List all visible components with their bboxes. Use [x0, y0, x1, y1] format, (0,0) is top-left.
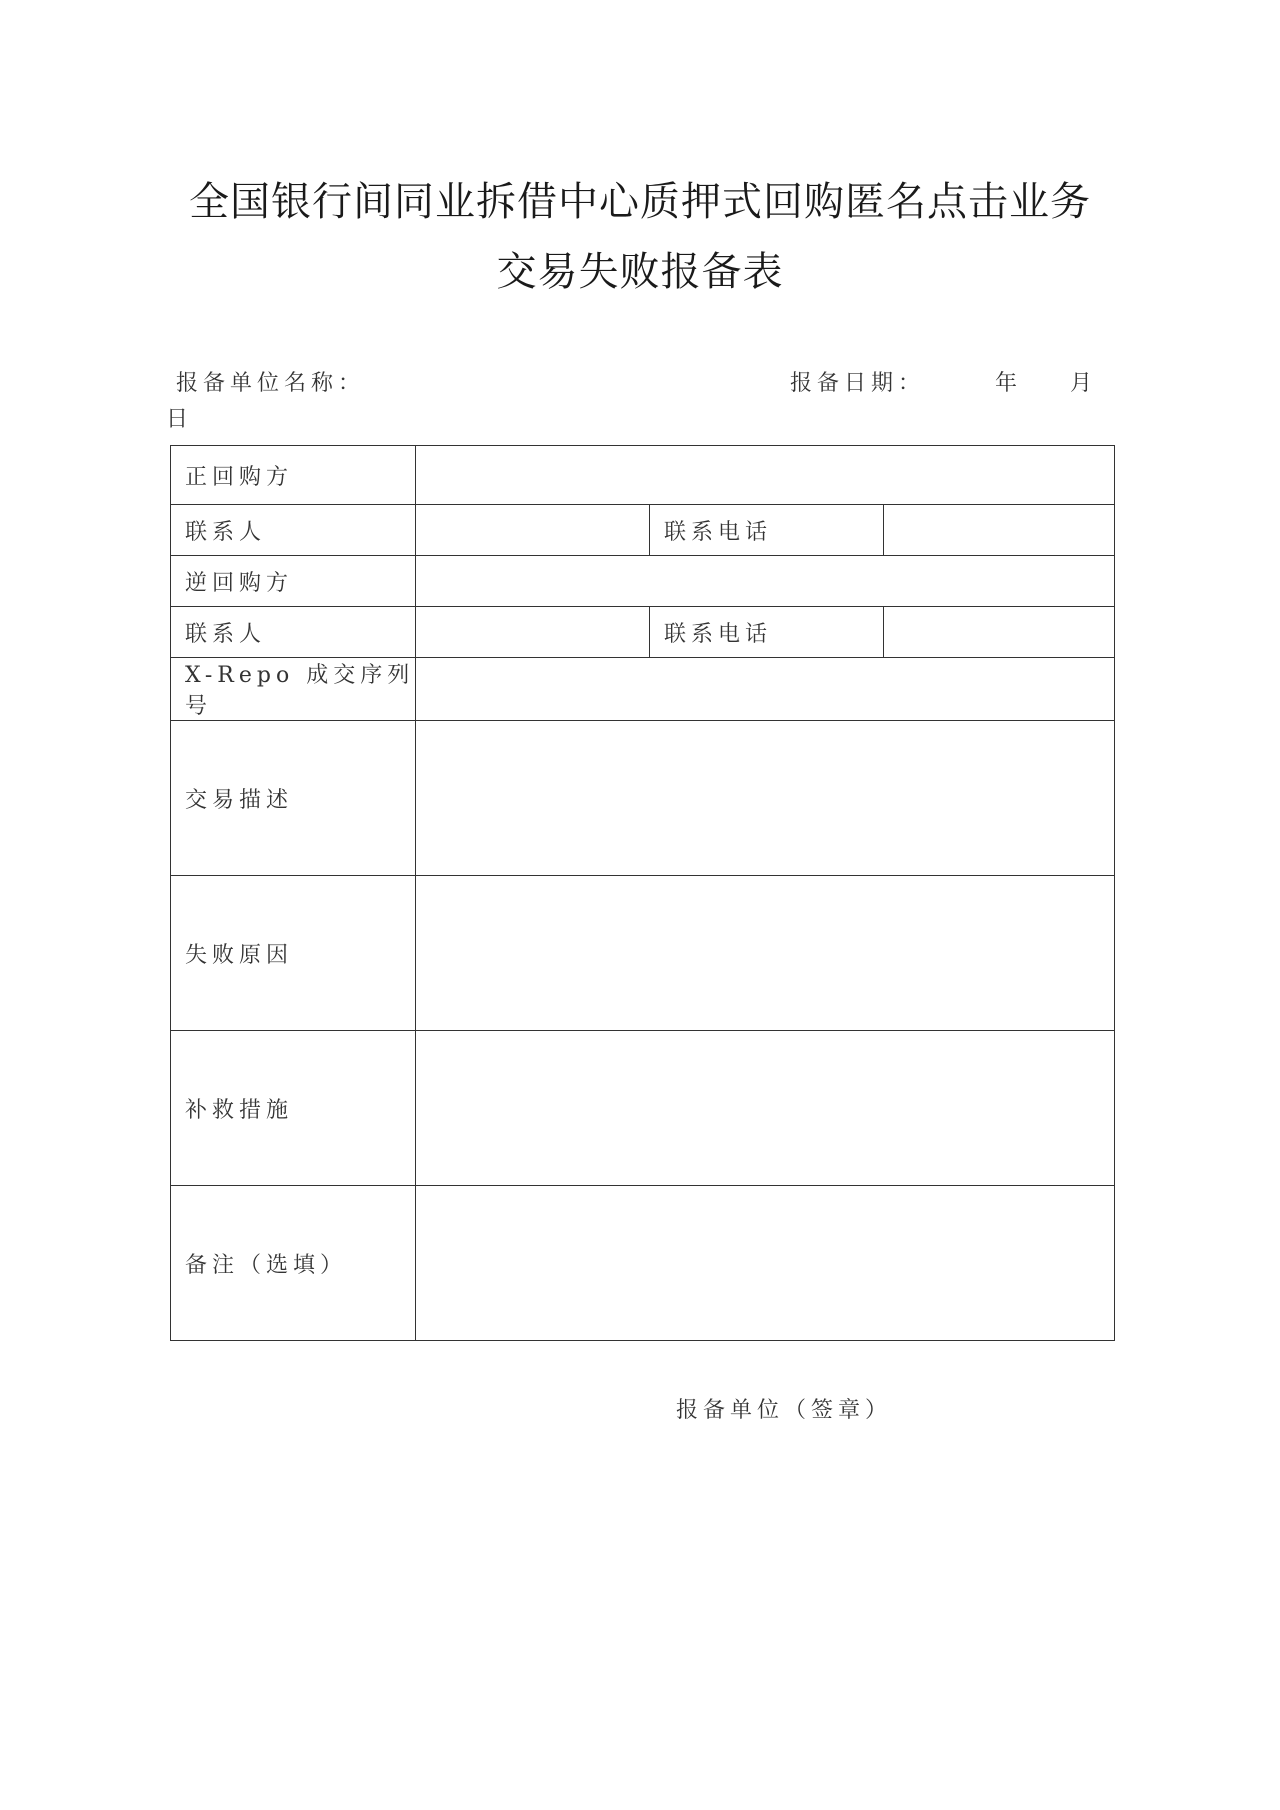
table-row — [171, 505, 1115, 556]
table-row — [171, 721, 1115, 876]
table-row — [171, 1186, 1115, 1341]
remarks-label: 备注（选填） — [171, 1186, 416, 1341]
month-label: 月 — [1070, 371, 1098, 396]
contact-field[interactable] — [416, 505, 650, 556]
table-row — [171, 556, 1115, 607]
reverse-buyer-field[interactable] — [416, 556, 1115, 607]
day-label: 日 — [166, 407, 194, 432]
failure-reason-label: 失败原因 — [171, 876, 416, 1031]
contact-label: 联系人 — [171, 607, 416, 658]
unit-name-label: 报备单位名称： — [176, 371, 366, 396]
phone-label: 联系电话 — [650, 607, 884, 658]
description-field[interactable] — [416, 721, 1115, 876]
forward-buyer-field[interactable] — [416, 446, 1115, 505]
contact-field[interactable] — [416, 607, 650, 658]
failure-reason-field[interactable] — [416, 876, 1115, 1031]
phone-label: 联系电话 — [650, 505, 884, 556]
signature-stamp-label: 报备单位（签章） — [676, 1398, 893, 1423]
filing-form-table — [170, 445, 1115, 1341]
serial-number-field[interactable] — [416, 658, 1115, 721]
contact-label: 联系人 — [171, 505, 416, 556]
remedy-field[interactable] — [416, 1031, 1115, 1186]
table-row — [171, 658, 1115, 721]
table-row — [171, 446, 1115, 505]
phone-field[interactable] — [884, 505, 1115, 556]
reverse-buyer-label: 逆回购方 — [171, 556, 416, 607]
table-row — [171, 1031, 1115, 1186]
remarks-field[interactable] — [416, 1186, 1115, 1341]
document-title-line1: 全国银行间同业拆借中心质押式回购匿名点击业务 — [189, 179, 1091, 225]
year-label: 年 — [995, 371, 1023, 396]
table-row — [171, 607, 1115, 658]
remedy-label: 补救措施 — [171, 1031, 416, 1186]
date-label: 报备日期： — [790, 371, 926, 396]
serial-number-label: X-Repo 成交序列号 — [171, 658, 416, 721]
document-title-line2: 交易失败报备表 — [496, 249, 784, 295]
forward-buyer-label: 正回购方 — [171, 446, 416, 505]
phone-field[interactable] — [884, 607, 1115, 658]
description-label: 交易描述 — [171, 721, 416, 876]
table-row — [171, 876, 1115, 1031]
